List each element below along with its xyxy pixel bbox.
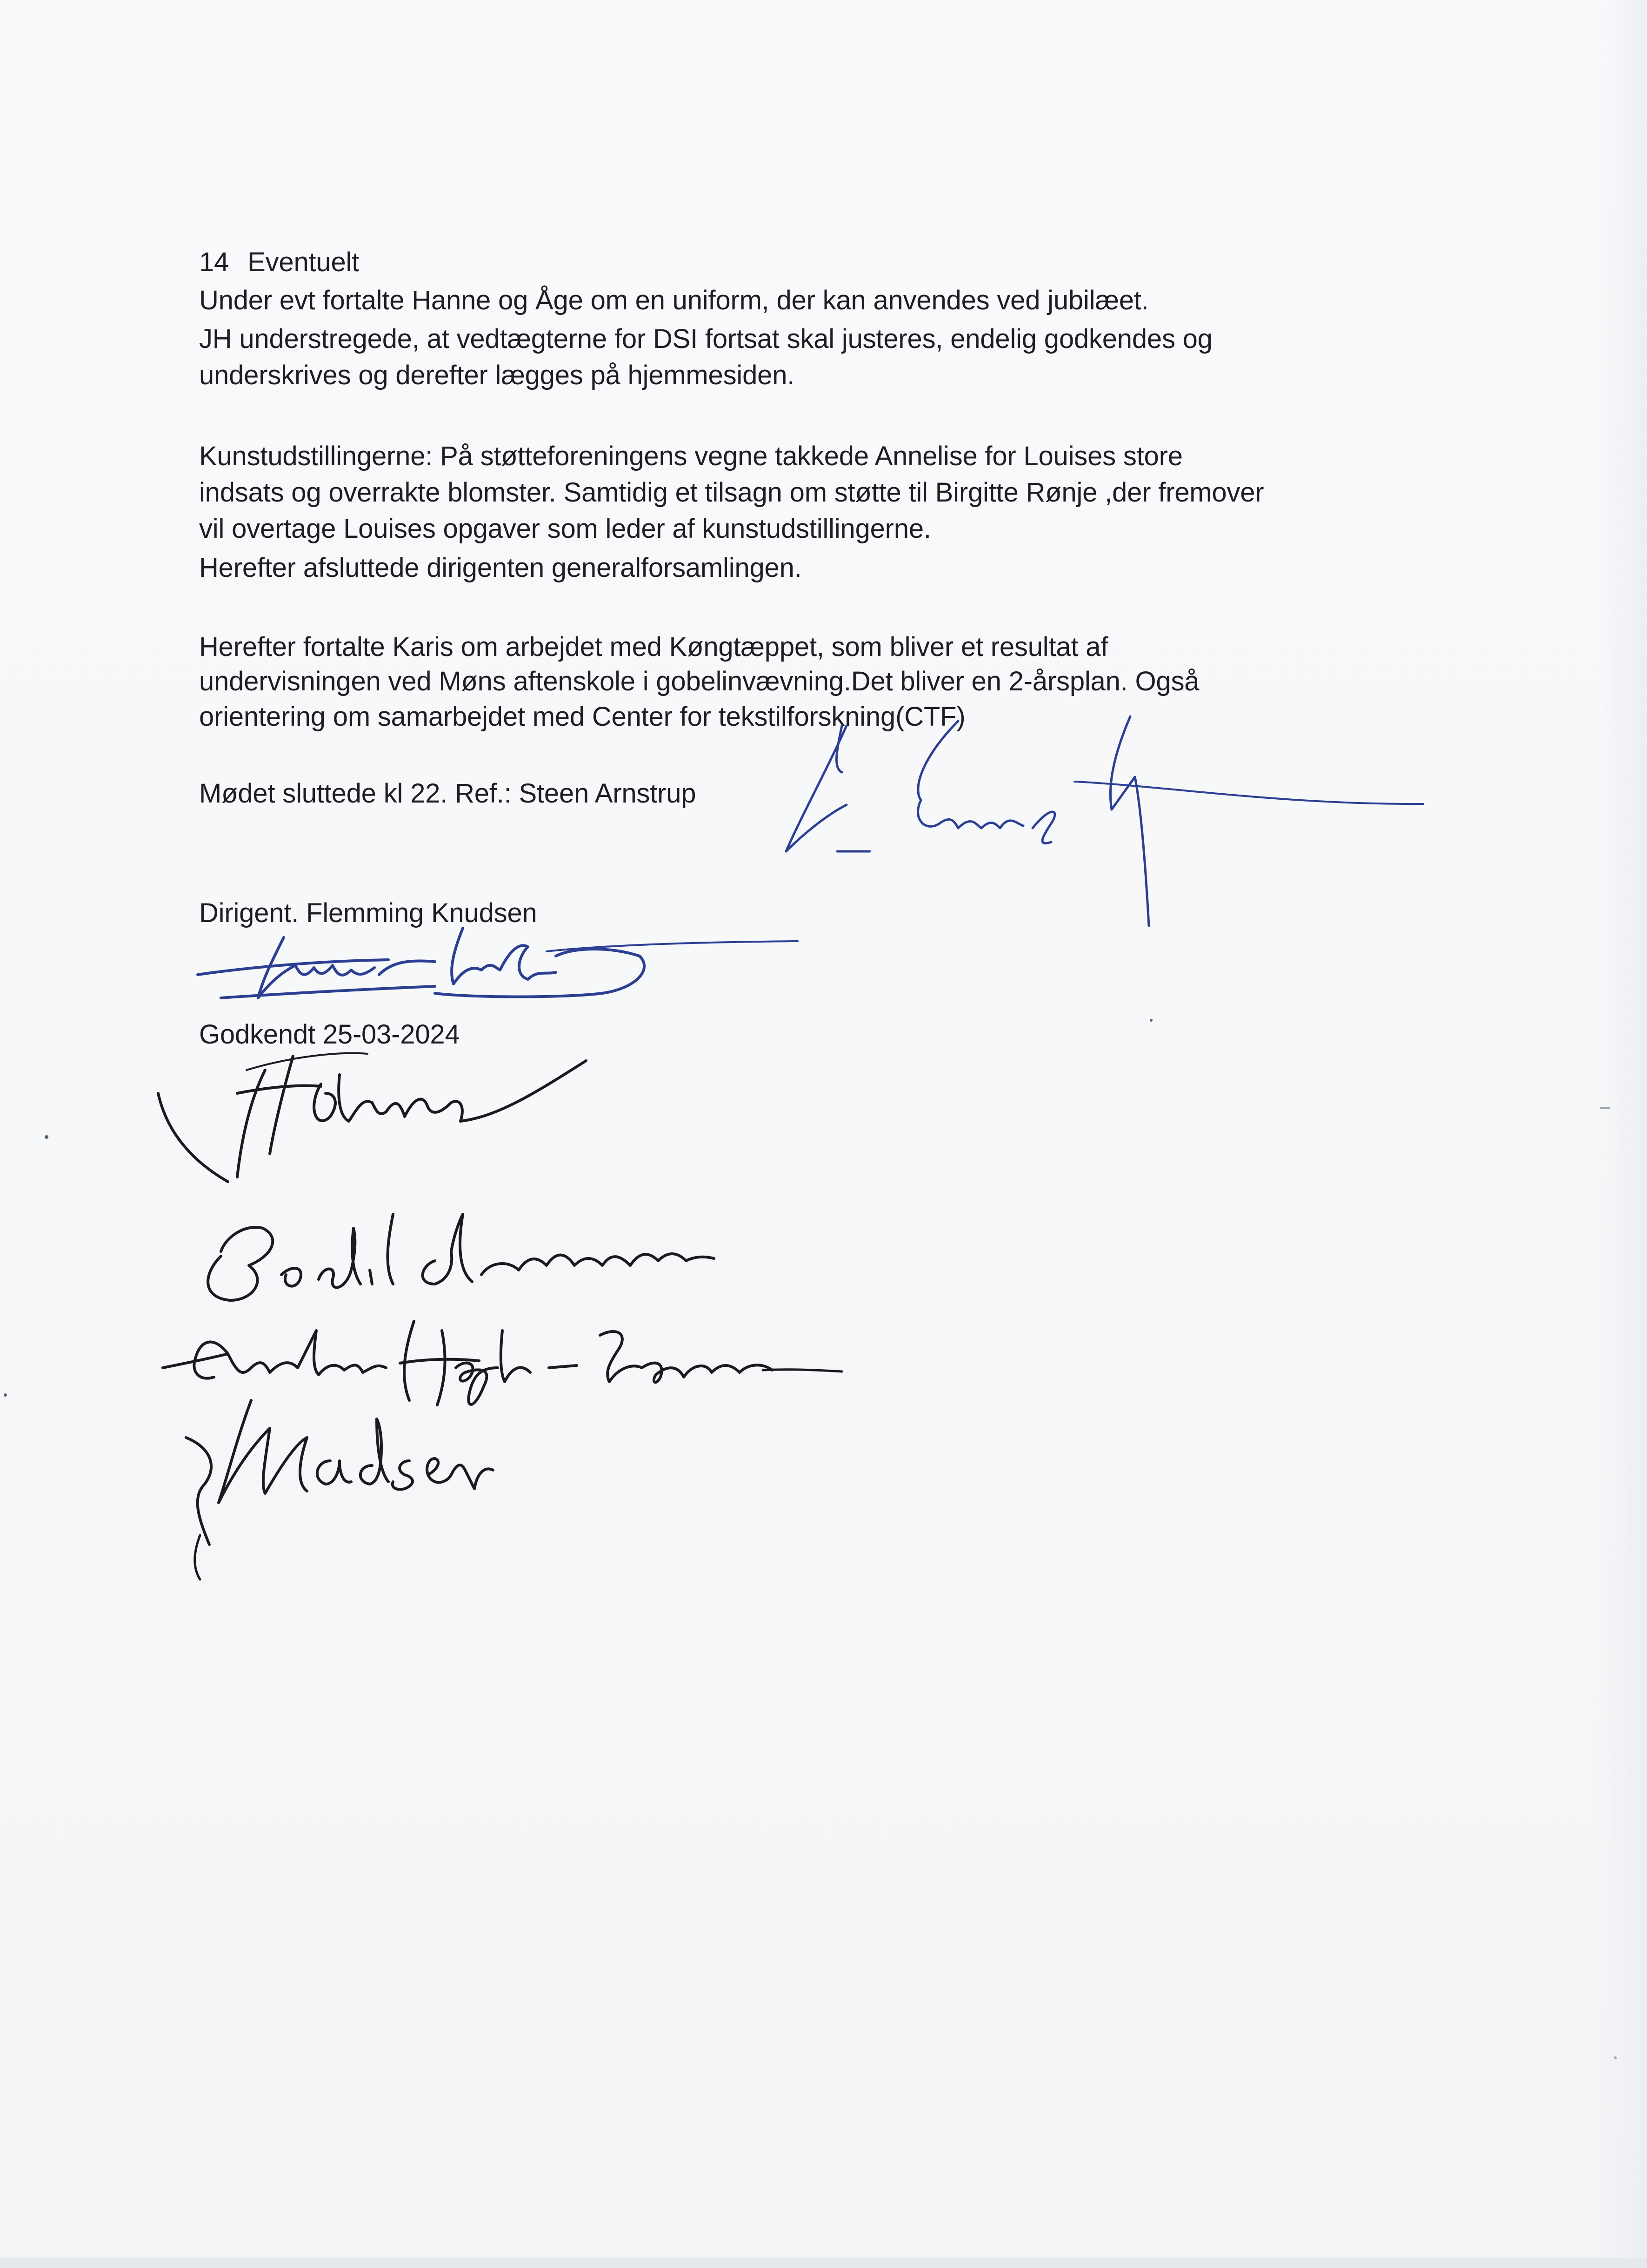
paragraph-line: JH understregede, at vedtægterne for DSI fortsat skal justeres, endelig godkendes og	[199, 324, 1213, 354]
scan-speck	[1600, 1107, 1610, 1109]
section-title: Eventuelt	[247, 247, 360, 277]
page-right-shadow	[1596, 0, 1647, 2268]
approved-line: Godkendt 25-03-2024	[199, 1019, 460, 1050]
board-signature-1	[153, 1042, 595, 1200]
referent-signature	[772, 712, 1433, 935]
page-bottom-edge	[0, 2258, 1647, 2268]
scan-speck	[1614, 2056, 1617, 2059]
paragraph-line: Herefter fortalte Karis om arbejdet med Køngtæppet, som bliver et resultat af	[199, 632, 1108, 662]
paragraph-line: Kunstudstillingerne: På støtteforeningens vegne takkede Annelise for Louises store	[199, 441, 1183, 471]
meeting-end-line: Mødet sluttede kl 22. Ref.: Steen Arnstrup	[199, 778, 696, 809]
paragraph-line: Under evt fortalte Hanne og Åge om en uniform, der kan anvendes ved jubilæet.	[199, 285, 1149, 315]
paragraph-line: orientering om samarbejdet med Center for tekstilforskning(CTF)	[199, 702, 966, 732]
section-heading	[199, 243, 359, 281]
paragraph-line: underskrives og derefter lægges på hjemmesiden.	[199, 360, 795, 390]
scan-speck	[4, 1393, 7, 1397]
board-signature-4	[172, 1391, 498, 1586]
board-signature-2	[193, 1200, 751, 1312]
section-number: 14	[199, 247, 229, 277]
paragraph-line: indsats og overrakte blomster. Samtidig et tilsagn om støtte til Birgitte Rønje ,der fremover	[199, 477, 1264, 508]
dirigent-line: Dirigent. Flemming Knudsen	[199, 898, 537, 928]
paragraph-line: Herefter afsluttede dirigenten generalforsamlingen.	[199, 553, 802, 583]
paragraph-line: vil overtage Louises opgaver som leder af kunstudstillingerne.	[199, 514, 931, 544]
dirigent-signature	[193, 923, 812, 1017]
paragraph-line: undervisningen ved Møns aftenskole i gobelinvævning.Det bliver en 2-årsplan. Også	[199, 666, 1200, 696]
scan-speck	[45, 1135, 48, 1139]
scan-speck	[1150, 1019, 1153, 1022]
